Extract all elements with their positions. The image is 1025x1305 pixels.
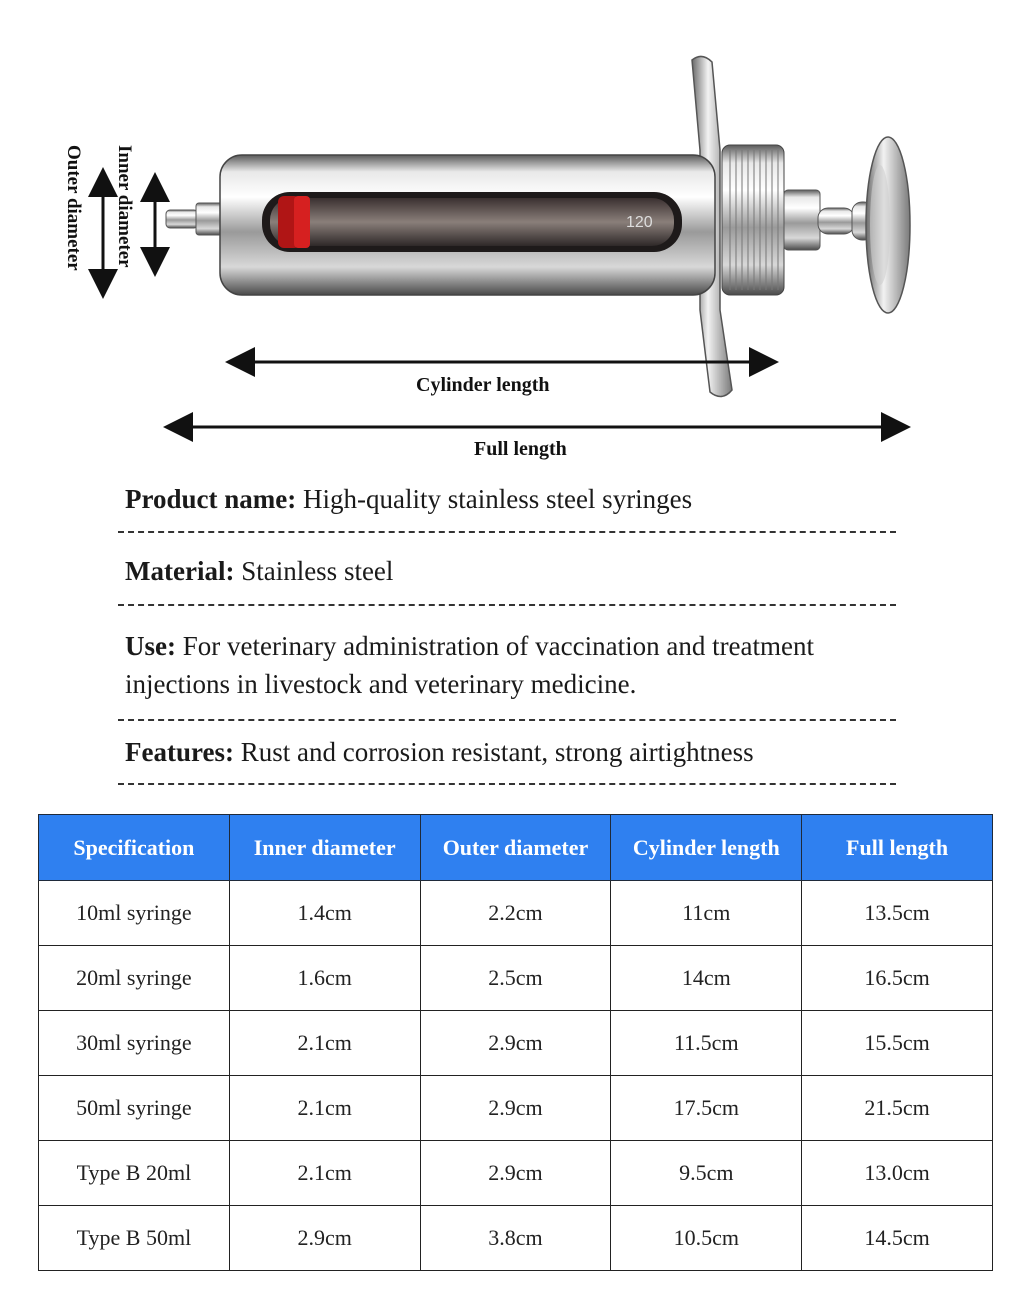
use-line [125, 627, 925, 703]
full-length-label: Full length [474, 438, 567, 460]
cell-specification: Type B 50ml [39, 1206, 230, 1271]
table-row [39, 1206, 993, 1271]
cell-inner-diameter: 2.9cm [229, 1206, 420, 1271]
header-cylinder-length: Cylinder length [611, 815, 802, 881]
product-name-value: High-quality stainless steel syringes [302, 484, 693, 514]
table-row [39, 1076, 993, 1141]
cell-cylinder-length: 9.5cm [611, 1141, 802, 1206]
cell-cylinder-length: 11cm [611, 881, 802, 946]
cell-specification: 30ml syringe [39, 1011, 230, 1076]
outer-diameter-label: Outer diameter [63, 145, 84, 271]
material-value: Stainless steel [241, 556, 394, 586]
table-row [39, 946, 993, 1011]
material-line [125, 552, 925, 590]
syringe-diagram [0, 0, 1025, 470]
use-label: Use: [125, 631, 176, 661]
table-row [39, 1011, 993, 1076]
cell-outer-diameter: 3.8cm [420, 1206, 611, 1271]
header-specification: Specification [39, 815, 230, 881]
header-outer-diameter: Outer diameter [420, 815, 611, 881]
cell-full-length: 14.5cm [802, 1206, 993, 1271]
cell-specification: 10ml syringe [39, 881, 230, 946]
cell-outer-diameter: 2.2cm [420, 881, 611, 946]
cell-full-length: 13.5cm [802, 881, 993, 946]
scale-number: 120 [626, 214, 653, 231]
cell-full-length: 13.0cm [802, 1141, 993, 1206]
table-row [39, 881, 993, 946]
cell-cylinder-length: 11.5cm [611, 1011, 802, 1076]
cylinder-length-label: Cylinder length [416, 374, 550, 396]
plunger-rod [784, 190, 874, 250]
cell-specification: Type B 20ml [39, 1141, 230, 1206]
use-value: For veterinary administration of vaccination and treatment [182, 631, 815, 661]
cell-outer-diameter: 2.9cm [420, 1141, 611, 1206]
divider [118, 783, 896, 785]
cell-cylinder-length: 14cm [611, 946, 802, 1011]
inner-diameter-label: Inner diameter [114, 145, 135, 268]
cell-specification: 20ml syringe [39, 946, 230, 1011]
header-inner-diameter: Inner diameter [229, 815, 420, 881]
use-value-continued: injections in livestock and veterinary medicine. [125, 669, 637, 699]
cell-inner-diameter: 1.4cm [229, 881, 420, 946]
table-row [39, 1141, 993, 1206]
divider [118, 531, 896, 533]
knurled-nut [722, 145, 784, 295]
features-line [125, 733, 925, 771]
product-name-line [125, 480, 925, 518]
table-header-row [39, 815, 993, 881]
thumb-plate [866, 137, 910, 313]
divider [118, 719, 896, 721]
cell-inner-diameter: 2.1cm [229, 1141, 420, 1206]
features-value: Rust and corrosion resistant, strong airtightness [240, 737, 754, 767]
features-label: Features: [125, 737, 234, 767]
cell-specification: 50ml syringe [39, 1076, 230, 1141]
cell-inner-diameter: 2.1cm [229, 1011, 420, 1076]
cell-cylinder-length: 10.5cm [611, 1206, 802, 1271]
specification-table [38, 814, 993, 1271]
cell-inner-diameter: 1.6cm [229, 946, 420, 1011]
header-full-length: Full length [802, 815, 993, 881]
nozzle [166, 203, 224, 235]
cell-full-length: 15.5cm [802, 1011, 993, 1076]
cell-inner-diameter: 2.1cm [229, 1076, 420, 1141]
cell-cylinder-length: 17.5cm [611, 1076, 802, 1141]
cell-outer-diameter: 2.9cm [420, 1076, 611, 1141]
cell-outer-diameter: 2.5cm [420, 946, 611, 1011]
product-name-label: Product name: [125, 484, 297, 514]
cell-full-length: 16.5cm [802, 946, 993, 1011]
material-label: Material: [125, 556, 235, 586]
divider [118, 604, 896, 606]
cell-full-length: 21.5cm [802, 1076, 993, 1141]
cell-outer-diameter: 2.9cm [420, 1011, 611, 1076]
